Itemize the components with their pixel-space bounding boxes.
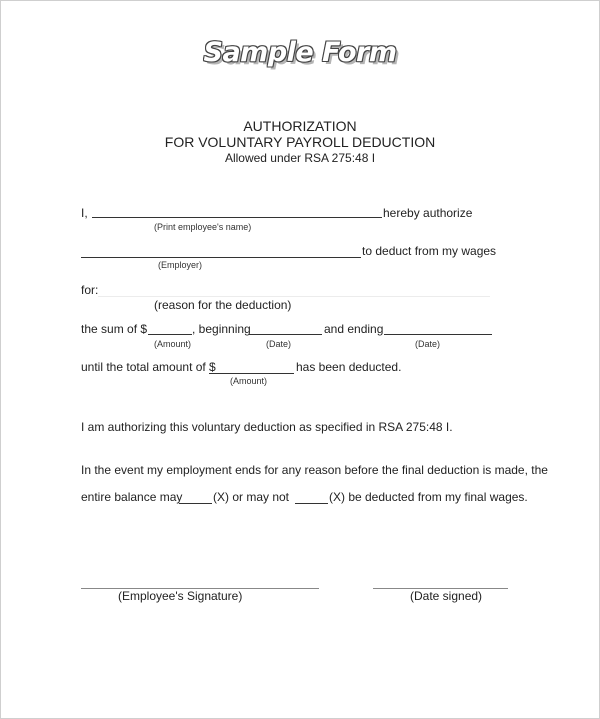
authorization-statement: I am authorizing this voluntary deduction as specified in RSA 275:48 I.: [81, 420, 453, 434]
total-amount-field[interactable]: [209, 373, 294, 374]
may-not-check-field[interactable]: [295, 503, 328, 504]
sample-form-title: Sample Form: [203, 37, 397, 68]
employer-caption: (Employer): [158, 260, 203, 270]
employee-name-field[interactable]: [92, 217, 382, 218]
line1-prefix: I,: [81, 206, 88, 220]
may-not-text: (X) or may not: [213, 490, 290, 504]
line5-prefix: until the total amount of: [81, 360, 206, 374]
employment-end-statement: In the event my employment ends for any reason before the final deduction is made, the: [81, 463, 548, 477]
employee-name-caption: (Print employee's name): [154, 222, 252, 232]
reason-field[interactable]: [98, 296, 490, 297]
line1-suffix: hereby authorize: [383, 206, 473, 220]
line2-suffix: to deduct from my wages: [362, 244, 497, 258]
begin-date-caption: (Date): [266, 339, 292, 349]
date-signed-caption: (Date signed): [410, 589, 483, 603]
line3-prefix: for:: [81, 283, 99, 297]
heading-rsa: Allowed under RSA 275:48 I: [224, 151, 376, 165]
balance-may-text: entire balance may: [81, 490, 183, 504]
sum-amount-field[interactable]: [148, 334, 192, 335]
total-amount-caption: (Amount): [230, 376, 268, 386]
begin-date-field[interactable]: [249, 334, 322, 335]
final-wages-text: (X) be deducted from my final wages.: [329, 490, 528, 504]
end-date-caption: (Date): [415, 339, 441, 349]
line4-ending: and ending: [324, 322, 384, 336]
line4-beginning: , beginning: [192, 322, 251, 336]
line5-suffix: has been deducted.: [296, 360, 402, 374]
reason-caption: (reason for the deduction): [154, 298, 292, 312]
heading-authorization: AUTHORIZATION: [243, 118, 357, 134]
heading-voluntary-payroll: FOR VOLUNTARY PAYROLL DEDUCTION: [164, 134, 436, 150]
end-date-field[interactable]: [384, 334, 492, 335]
may-check-field[interactable]: [179, 503, 212, 504]
employee-signature-caption: (Employee's Signature): [118, 589, 243, 603]
employer-field[interactable]: [81, 257, 361, 258]
line4-prefix: the sum of $: [81, 322, 148, 336]
line5-dollar: $: [209, 360, 216, 374]
sum-amount-caption: (Amount): [154, 339, 192, 349]
